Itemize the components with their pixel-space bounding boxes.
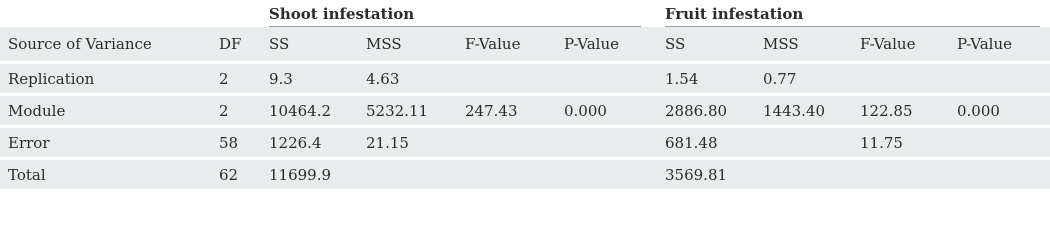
header-df: DF [219, 35, 242, 53]
cell-shoot-mss: 21.15 [366, 133, 409, 152]
cell-source: Total [8, 165, 46, 184]
group-label-shoot-infestation: Shoot infestation [269, 4, 415, 23]
cell-fruit-ss: 1.54 [665, 69, 699, 88]
header-fruit-ss: SS [665, 35, 686, 53]
cell-shoot-ss: 9.3 [269, 69, 293, 88]
cell-fruit-f-value: 122.85 [860, 101, 913, 120]
cell-fruit-ss: 681.48 [665, 133, 718, 152]
table-row-module [0, 96, 1050, 125]
header-source-of-variance: Source of Variance [8, 35, 152, 53]
table-row-error [0, 128, 1050, 157]
cell-fruit-mss: 1443.40 [763, 101, 826, 120]
header-fruit-f-value: F-Value [860, 35, 916, 53]
cell-df: 62 [219, 165, 239, 184]
cell-shoot-ss: 1226.4 [269, 133, 322, 152]
cell-df: 2 [219, 101, 229, 120]
cell-source: Replication [8, 69, 95, 88]
cell-fruit-ss: 2886.80 [665, 101, 728, 120]
header-shoot-ss: SS [269, 35, 290, 53]
cell-fruit-mss: 0.77 [763, 69, 797, 88]
cell-shoot-p-value: 0.000 [564, 101, 607, 120]
cell-fruit-ss: 3569.81 [665, 165, 728, 184]
cell-df: 2 [219, 69, 229, 88]
table-row-replication [0, 64, 1050, 93]
group-label-fruit-infestation: Fruit infestation [665, 4, 804, 23]
header-shoot-f-value: F-Value [465, 35, 521, 53]
group-header-row [0, 0, 1050, 27]
cell-fruit-f-value: 11.75 [860, 133, 903, 152]
header-shoot-p-value: P-Value [564, 35, 619, 53]
cell-shoot-ss: 10464.2 [269, 101, 332, 120]
cell-df: 58 [219, 133, 239, 152]
column-header-row [0, 27, 1050, 61]
cell-source: Module [8, 101, 66, 120]
cell-shoot-ss: 11699.9 [269, 165, 332, 184]
table-row-total [0, 160, 1050, 189]
cell-source: Error [8, 133, 50, 152]
cell-shoot-f-value: 247.43 [465, 101, 518, 120]
header-shoot-mss: MSS [366, 35, 402, 53]
header-fruit-p-value: P-Value [957, 35, 1012, 53]
cell-shoot-mss: 5232.11 [366, 101, 429, 120]
cell-fruit-p-value: 0.000 [957, 101, 1000, 120]
cell-shoot-mss: 4.63 [366, 69, 400, 88]
header-fruit-mss: MSS [763, 35, 799, 53]
